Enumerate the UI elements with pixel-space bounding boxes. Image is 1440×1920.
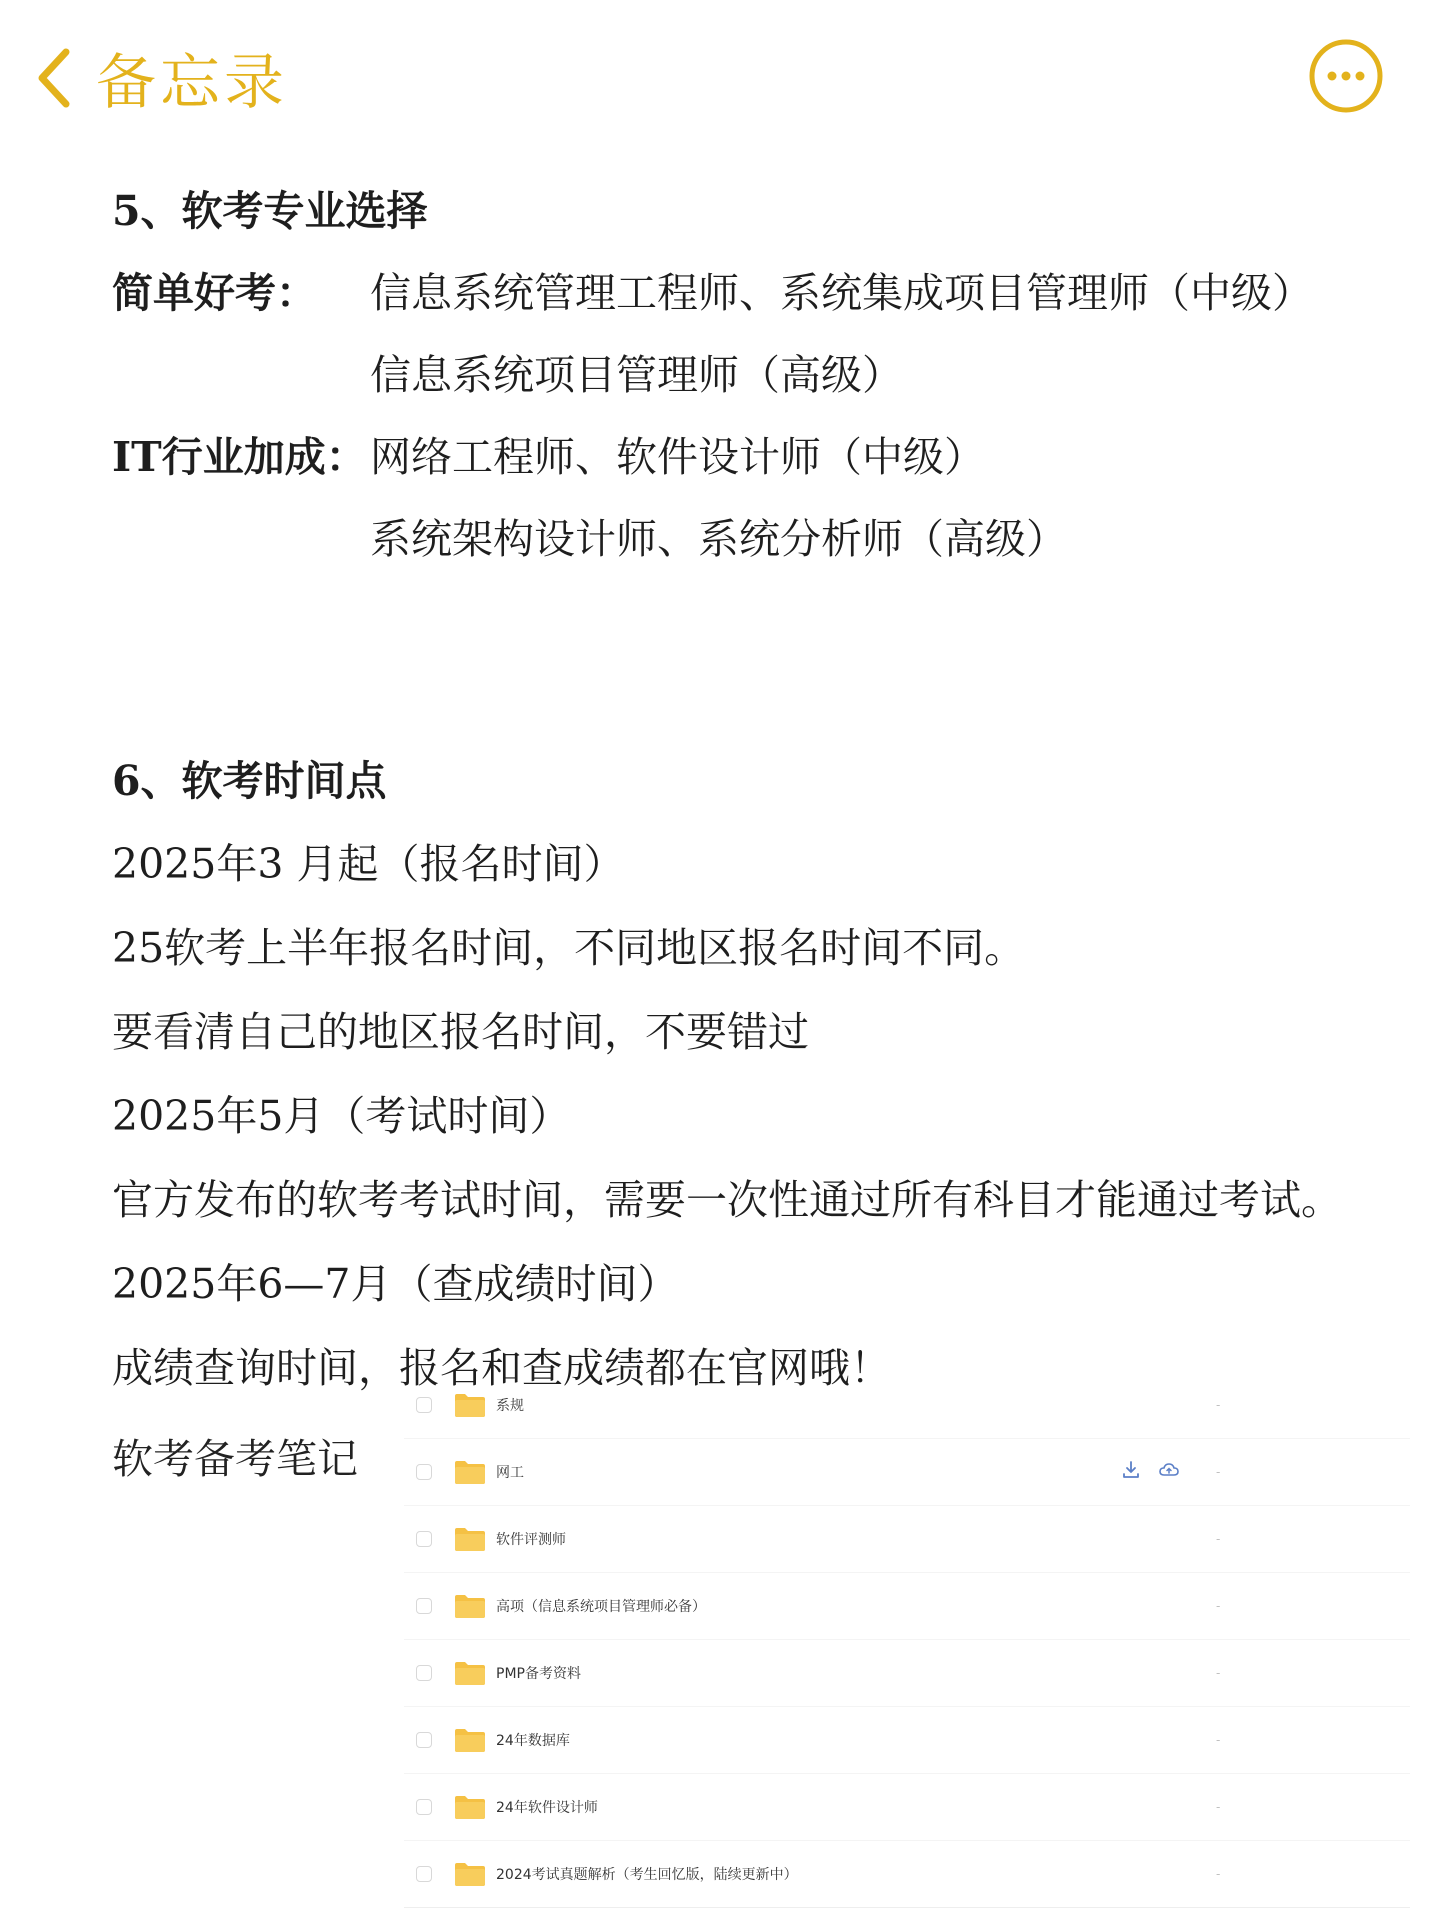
file-list: [404, 1372, 1410, 1908]
folder-icon: [454, 1794, 486, 1820]
major-row: [112, 334, 1422, 416]
file-row[interactable]: [404, 1439, 1410, 1506]
row-label: [112, 334, 370, 416]
file-size: -: [1216, 1666, 1221, 1680]
cloud-upload-icon[interactable]: [1158, 1459, 1180, 1481]
checkbox[interactable]: [416, 1866, 432, 1882]
spacer: [112, 580, 1422, 740]
file-name: 24年软件设计师: [496, 1800, 598, 1816]
section-title: 6、软考时间点: [112, 757, 387, 805]
row-value: 信息系统项目管理师（高级）: [370, 351, 903, 399]
file-name: 24年数据库: [496, 1733, 570, 1749]
text-line: 官方发布的软考考试时间，需要一次性通过所有科目才能通过考试。: [112, 1176, 1342, 1224]
checkbox[interactable]: [416, 1799, 432, 1815]
file-name: 2024考试真题解析（考生回忆版，陆续更新中）: [496, 1867, 798, 1883]
file-name: 网工: [496, 1465, 524, 1481]
file-size: -: [1216, 1800, 1221, 1814]
file-row[interactable]: [404, 1506, 1410, 1573]
file-name: PMP备考资料: [496, 1666, 581, 1682]
text-line: 25软考上半年报名时间，不同地区报名时间不同。: [112, 924, 1026, 972]
file-row[interactable]: [404, 1841, 1410, 1908]
text-line: 成绩查询时间，报名和查成绩都在官网哦！: [112, 1344, 891, 1392]
folder-icon: [454, 1660, 486, 1686]
file-size: -: [1216, 1398, 1221, 1412]
folder-icon: [454, 1593, 486, 1619]
row-value: 网络工程师、软件设计师（中级）: [370, 433, 985, 481]
row-actions: [1120, 1459, 1180, 1481]
file-size: -: [1216, 1599, 1221, 1613]
file-row[interactable]: [404, 1774, 1410, 1841]
file-name: 系规: [496, 1398, 524, 1414]
folder-icon: [454, 1459, 486, 1485]
download-icon[interactable]: [1120, 1459, 1142, 1481]
file-row[interactable]: [404, 1640, 1410, 1707]
row-value: 信息系统管理工程师、系统集成项目管理师（中级）: [370, 269, 1313, 317]
checkbox[interactable]: [416, 1732, 432, 1748]
checkbox[interactable]: [416, 1531, 432, 1547]
major-row: [112, 252, 1422, 334]
file-row[interactable]: [404, 1372, 1410, 1439]
note-body[interactable]: [112, 170, 1422, 1410]
chevron-left-icon: [36, 46, 72, 110]
file-row[interactable]: [404, 1573, 1410, 1640]
back-button[interactable]: [36, 36, 288, 120]
text-line: 要看清自己的地区报名时间，不要错过: [112, 1008, 809, 1056]
more-options-button[interactable]: [1308, 38, 1384, 114]
text-line: 2025年5月（考试时间）: [112, 1092, 571, 1140]
text-line: 2025年3 月起（报名时间）: [112, 840, 625, 888]
row-value: 系统架构设计师、系统分析师（高级）: [370, 515, 1067, 563]
notes-label: 软考备考笔记: [112, 1435, 358, 1483]
folder-icon: [454, 1392, 486, 1418]
folder-icon: [454, 1526, 486, 1552]
row-label: IT行业加成：: [112, 433, 367, 481]
file-size: -: [1216, 1465, 1221, 1479]
row-label: 简单好考：: [112, 269, 317, 317]
navigation-bar: [0, 0, 1440, 150]
folder-icon: [454, 1727, 486, 1753]
folder-icon: [454, 1861, 486, 1887]
file-size: -: [1216, 1733, 1221, 1747]
major-row: [112, 416, 1422, 498]
row-label: [112, 498, 370, 580]
file-size: -: [1216, 1867, 1221, 1881]
checkbox[interactable]: [416, 1397, 432, 1413]
checkbox[interactable]: [416, 1598, 432, 1614]
file-row[interactable]: [404, 1707, 1410, 1774]
section-title: 5、软考专业选择: [112, 187, 428, 235]
file-name: 软件评测师: [496, 1532, 566, 1548]
major-row: [112, 498, 1422, 580]
notes-section: [112, 1372, 1422, 1912]
ellipsis-circle-icon: [1308, 38, 1384, 114]
text-line: 2025年6—7月（查成绩时间）: [112, 1260, 679, 1308]
file-size: -: [1216, 1532, 1221, 1546]
checkbox[interactable]: [416, 1665, 432, 1681]
checkbox[interactable]: [416, 1464, 432, 1480]
file-name: 高项（信息系统项目管理师必备）: [496, 1599, 706, 1615]
back-label: 备忘录: [96, 48, 288, 118]
